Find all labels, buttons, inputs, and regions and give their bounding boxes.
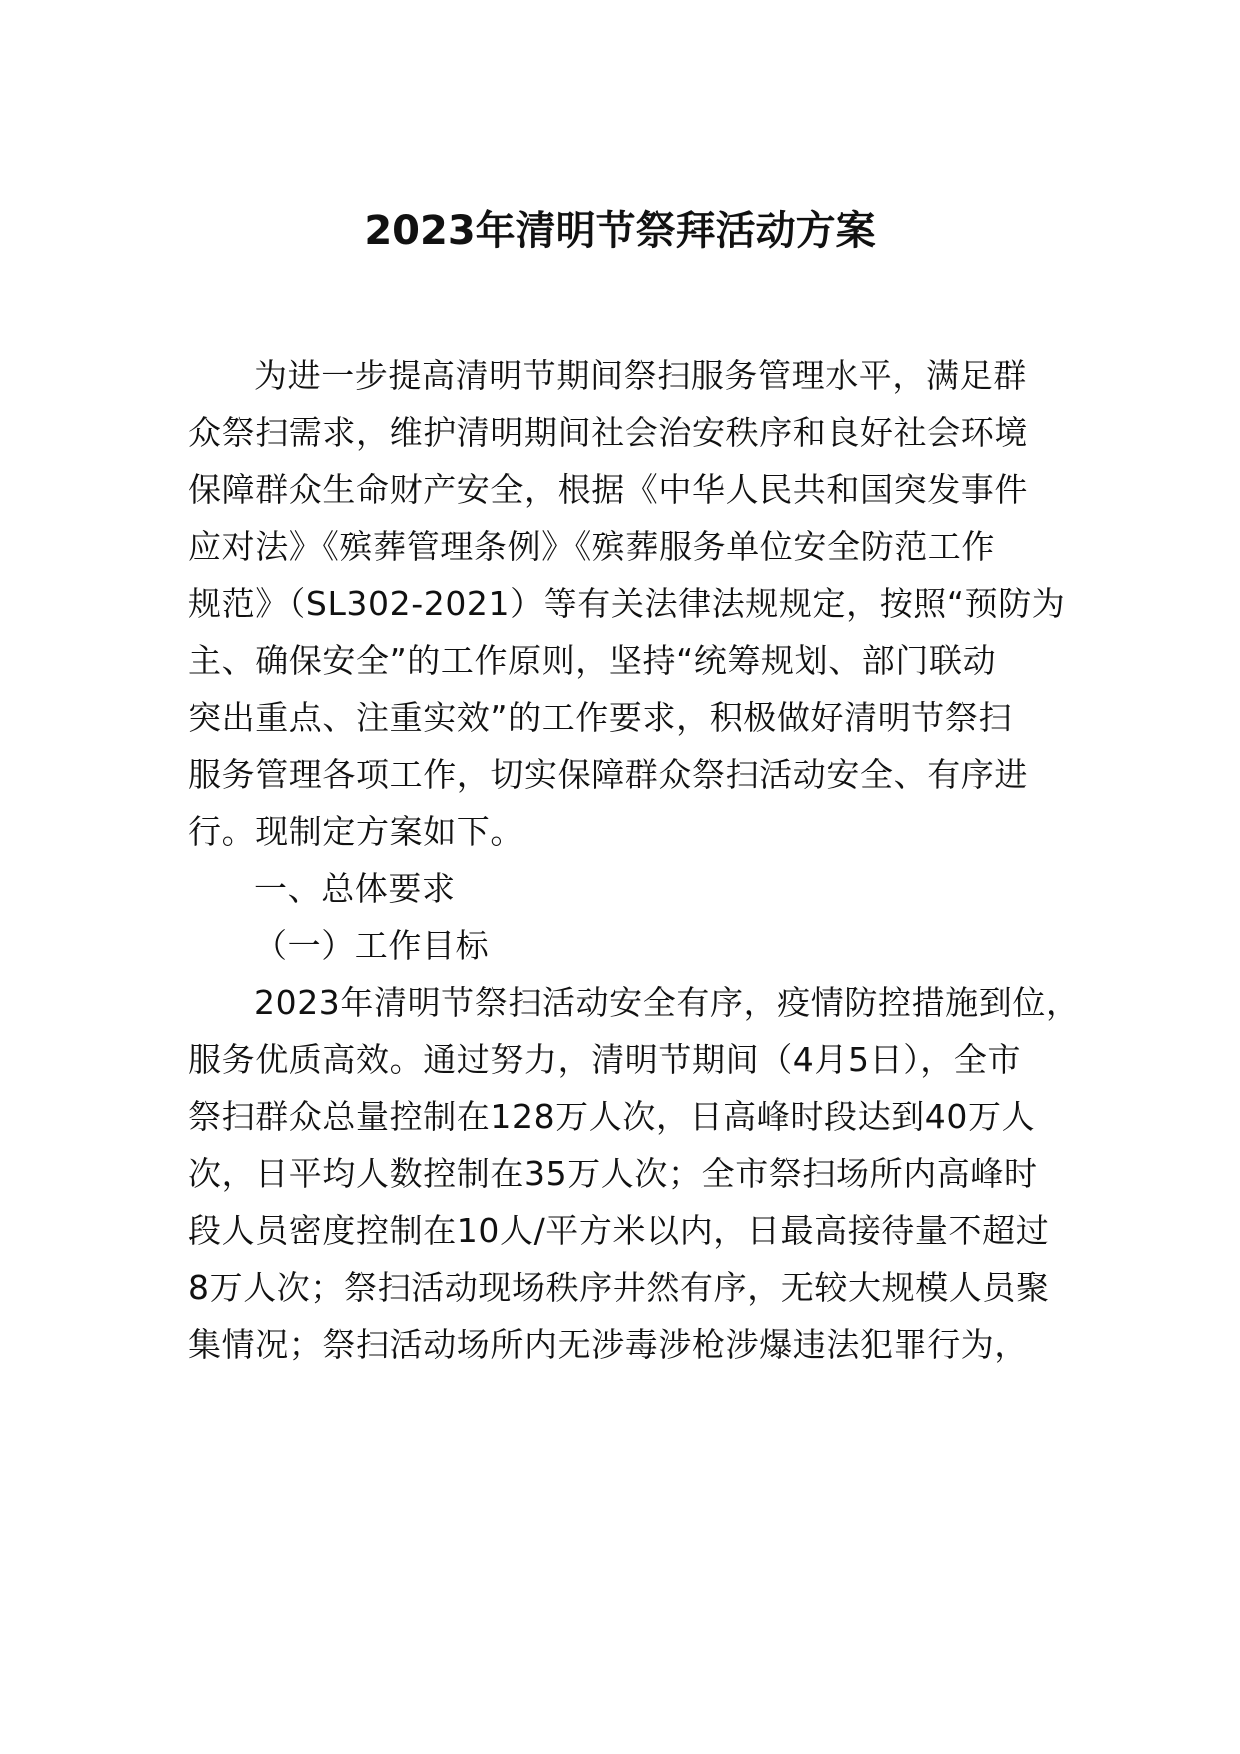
body-line-2: 众祭扫需求，维护清明期间社会治安秩序和良好社会环境: [188, 413, 1028, 452]
body-line-5: 规范》（SL302-2021）等有关法律法规规定，按照“预防为: [188, 584, 1066, 623]
body-line-7: 突出重点、注重实效”的工作要求，积极做好清明节祭扫: [188, 698, 1013, 737]
body-line-3: 保障群众生命财产安全，根据《中华人民共和国突发事件: [188, 470, 1028, 509]
body-line-15: 8万人次；祭扫活动现场秩序井然有序，无较大规模人员聚: [188, 1268, 1050, 1307]
body-line-6: 主、确保安全”的工作原则，坚持“统筹规划、部门联动: [188, 641, 997, 680]
body-line-13: 次，日平均人数控制在35万人次；全市祭扫场所内高峰时: [188, 1154, 1038, 1193]
body-line-16: 集情况；祭扫活动场所内无涉毒涉枪涉爆违法犯罪行为，: [188, 1325, 1028, 1364]
body-line-1: 为进一步提高清明节期间祭扫服务管理水平，满足群: [254, 356, 1027, 395]
body-line-12: 祭扫群众总量控制在128万人次，日高峰时段达到40万人: [188, 1097, 1036, 1136]
section-heading: 一、总体要求: [254, 869, 456, 908]
body-line-4: 应对法》《殡葬管理条例》《殡葬服务单位安全防范工作: [188, 527, 995, 566]
document-title: 2023年清明节祭拜活动方案: [364, 208, 876, 254]
body-line-8: 服务管理各项工作，切实保障群众祭扫活动安全、有序进: [188, 755, 1028, 794]
body-line-14: 段人员密度控制在10人/平方米以内，日最高接待量不超过: [188, 1211, 1050, 1250]
body-line-9: 行。现制定方案如下。: [188, 812, 524, 851]
body-line-10: 2023年清明节祭扫活动安全有序，疫情防控措施到位，: [254, 983, 1080, 1022]
body-line-11: 服务优质高效。通过努力，清明节期间（4月5日），全市: [188, 1040, 1022, 1079]
subsection-heading: （一）工作目标: [254, 926, 490, 965]
